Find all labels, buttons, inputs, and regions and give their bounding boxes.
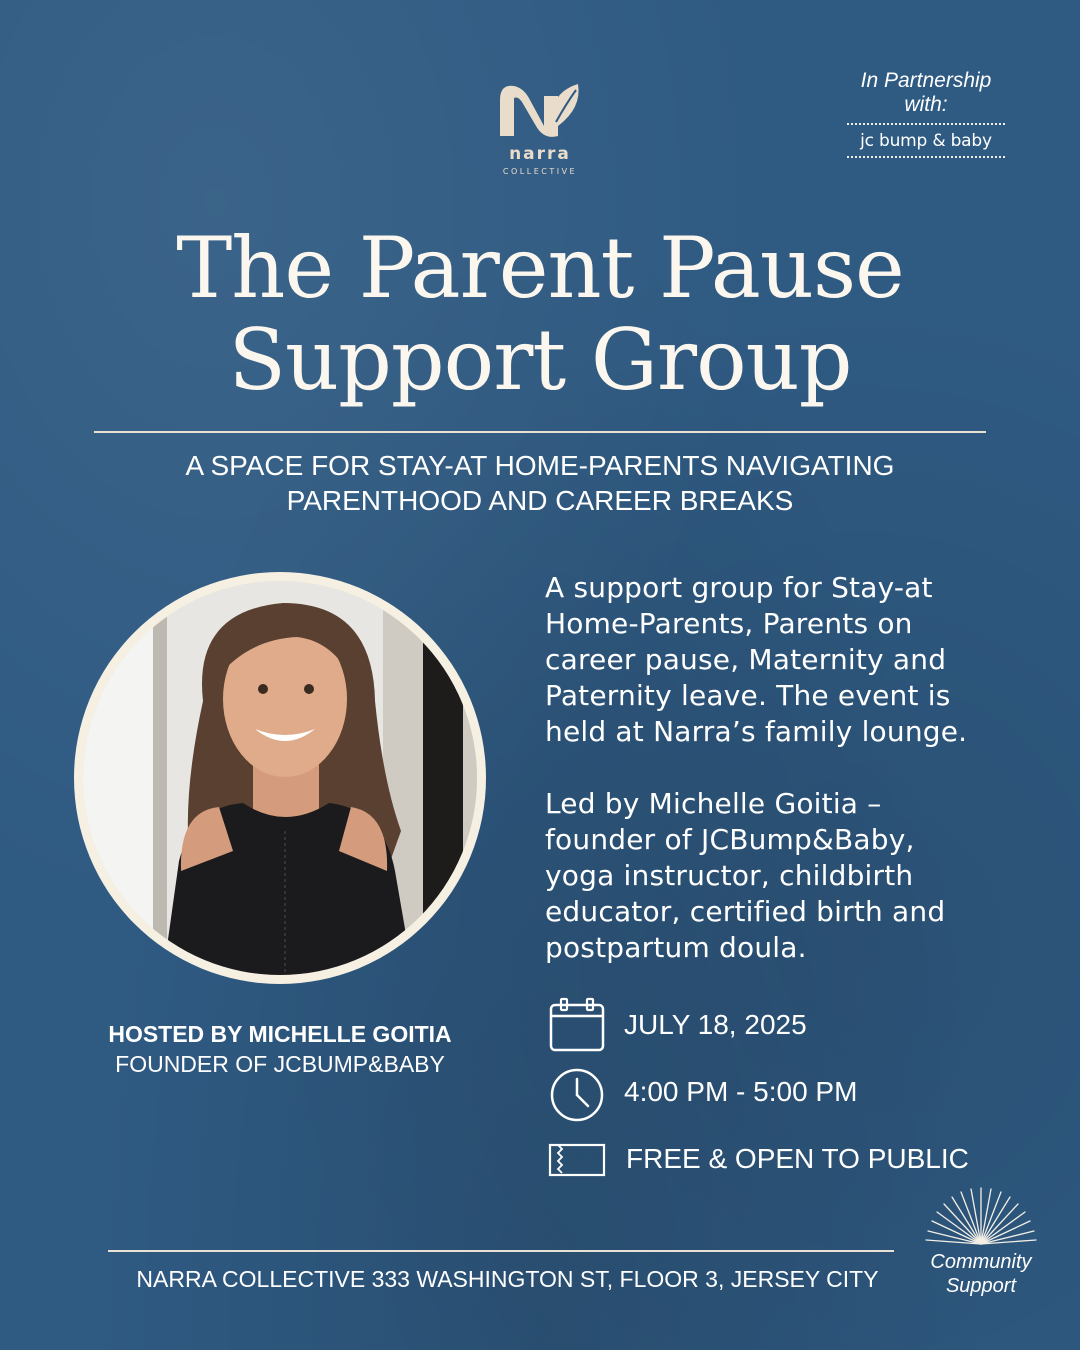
event-address: NARRA COLLECTIVE 333 WASHINGTON ST, FLOOR 3, JERSEY CITY <box>136 1266 879 1292</box>
description-line: Led by Michelle Goitia – <box>545 787 882 820</box>
logo-wordmark: narra <box>509 144 571 164</box>
calendar-icon <box>548 996 606 1054</box>
description-paragraph-2 <box>545 786 1015 966</box>
narra-leaf-logo-icon <box>488 78 592 142</box>
title-line-1: The Parent Pause <box>176 219 904 317</box>
badge-line-1: Community <box>930 1251 1032 1273</box>
title-line-2: Support Group <box>228 311 852 409</box>
event-title <box>40 219 1040 409</box>
description-line: educator, certified birth and <box>545 895 946 928</box>
footer-divider <box>108 1250 894 1252</box>
host-name: HOSTED BY MICHELLE GOITIA <box>108 1021 452 1047</box>
event-subtitle <box>60 448 1020 518</box>
subtitle-line-2: PARENTHOOD AND CAREER BREAKS <box>286 485 794 516</box>
community-support-badge <box>914 1184 1048 1304</box>
sunburst-icon <box>914 1184 1048 1248</box>
logo-subtext: COLLECTIVE <box>502 167 578 176</box>
description-paragraph-1 <box>545 570 1015 750</box>
partnership-line-2: with: <box>904 93 948 116</box>
description-line: career pause, Maternity and <box>545 643 947 676</box>
detail-date <box>548 996 978 1054</box>
subtitle-line-1: A SPACE FOR STAY-AT HOME-PARENTS NAVIGATING <box>185 450 895 481</box>
description-line: Paternity leave. The event is <box>545 679 951 712</box>
event-admission: FREE & OPEN TO PUBLIC <box>626 1143 969 1174</box>
description-line: A support group for Stay-at <box>545 571 933 604</box>
host-title: FOUNDER OF JCBUMP&BABY <box>115 1051 445 1077</box>
detail-time <box>548 1066 978 1124</box>
host-photo <box>83 581 477 975</box>
badge-line-2: Support <box>945 1275 1017 1297</box>
partnership-line-1: In Partnership <box>860 69 992 92</box>
dotted-divider-bottom <box>847 156 1005 158</box>
description-line: held at Narra’s family lounge. <box>545 715 968 748</box>
description-line: Home-Parents, Parents on <box>545 607 913 640</box>
community-support-label <box>914 1250 1048 1298</box>
clock-icon <box>548 1066 606 1124</box>
title-divider <box>94 431 986 433</box>
partner-name: jc bump & baby <box>860 131 992 151</box>
event-description <box>545 570 1015 966</box>
narra-logo <box>488 78 592 182</box>
event-date: JULY 18, 2025 <box>624 1009 807 1040</box>
partnership-block <box>836 69 1016 158</box>
ticket-icon <box>548 1140 606 1180</box>
event-time: 4:00 PM - 5:00 PM <box>624 1076 858 1107</box>
host-info <box>60 1019 500 1079</box>
description-line: yoga instructor, childbirth <box>545 859 914 892</box>
description-line: founder of JCBump&Baby, <box>545 823 915 856</box>
description-line: postpartum doula. <box>545 931 807 964</box>
host-photo-frame <box>74 572 486 984</box>
